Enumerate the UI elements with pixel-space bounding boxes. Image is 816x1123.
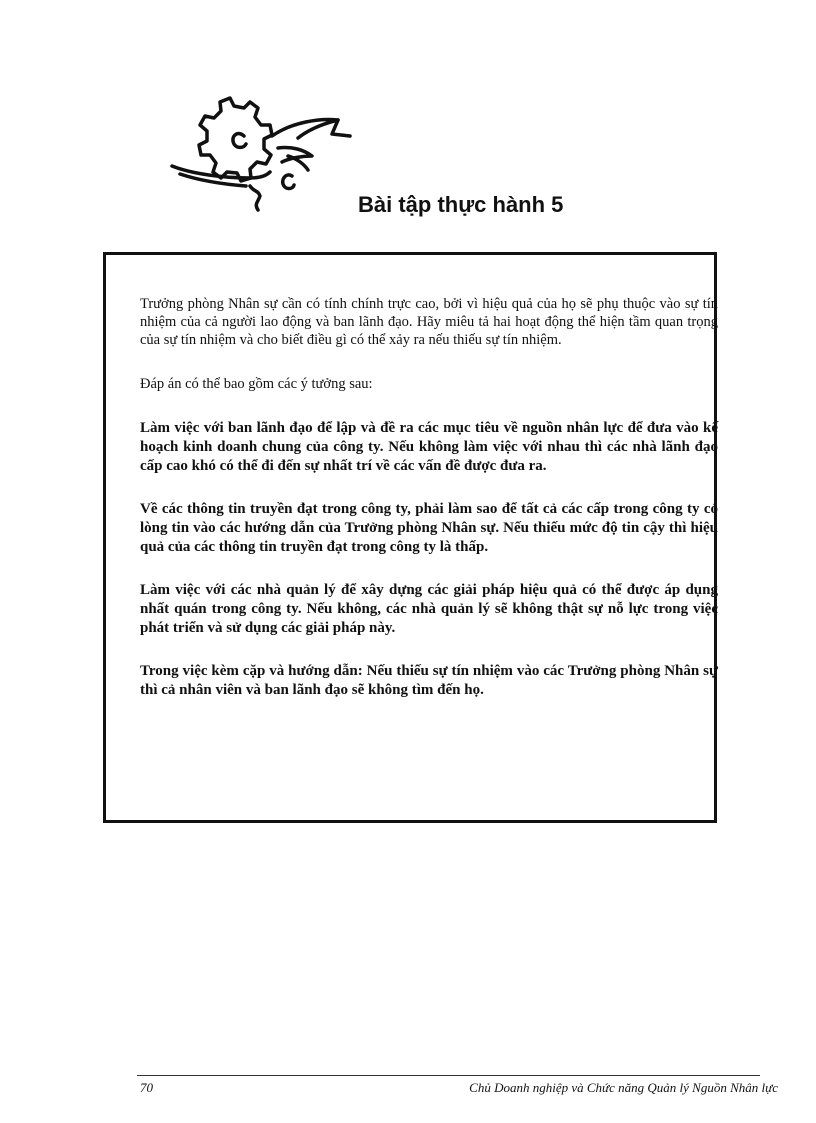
gear-and-arrow-icon (160, 90, 360, 220)
answer-paragraph: Về các thông tin truyền đạt trong công ty, phải làm sao để tất cả các cấp trong công ty có lòng tin vào các hướng dẫn của Trưởng phòng Nhân sự. Nếu thiếu mức độ tin cậy thì hiệu quả của các thông tin truyền đạt trong công ty là thấp. (140, 501, 718, 555)
exercise-box (103, 252, 717, 823)
answer-paragraph: Làm việc với ban lãnh đạo để lập và đề ra các mục tiêu về nguồn nhân lực để đưa vào kế hoạch kinh doanh chung của công ty. Nếu không làm việc với nhau thì các nhà lãnh đạo cấp cao khó có thể đi đến sự nhất trí về các vấn đề được đưa ra. (140, 420, 718, 474)
page-number: 70 (140, 1080, 153, 1095)
exercise-content (140, 295, 718, 724)
footer-divider (137, 1075, 760, 1076)
answer-paragraph: Trong việc kèm cặp và hướng dẫn: Nếu thiếu sự tín nhiệm vào các Trưởng phòng Nhân sự thì cả nhân viên và ban lãnh đạo sẽ không tìm đến họ. (140, 663, 718, 698)
answer-paragraph: Làm việc với các nhà quản lý để xây dựng các giải pháp hiệu quả có thể được áp dụng nhất quán trong công ty. Nếu không, các nhà quản lý sẽ không thật sự nỗ lực trong việc phát triển và sử dụng các giải pháp này. (140, 582, 718, 636)
page-title: Bài tập thực hành 5 (358, 192, 564, 217)
answer-intro: Đáp án có thể bao gồm các ý tưởng sau: (140, 376, 373, 392)
question-paragraph: Trưởng phòng Nhân sự cần có tính chính trực cao, bởi vì hiệu quả của họ sẽ phụ thuộc vào sự tín nhiệm của cả người lao động và ban lãnh đạo. Hãy miêu tả hai hoạt động thể hiện tầm quan trọng của sự tín nhiệm và cho biết điều gì có thể xảy ra nếu thiếu sự tín nhiệm. (140, 296, 718, 348)
running-footer-title: Chủ Doanh nghiệp và Chức năng Quản lý Nguồn Nhân lực (469, 1080, 778, 1095)
